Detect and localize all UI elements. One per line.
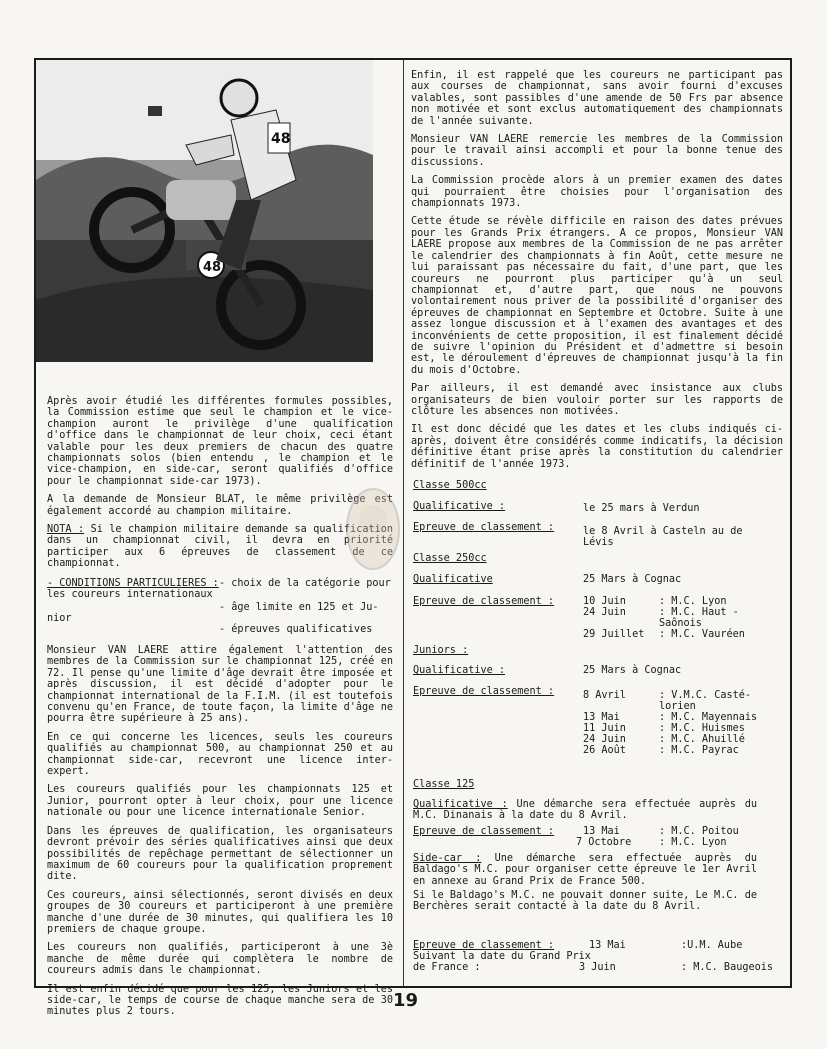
bib-number: 48 [203, 260, 222, 275]
class-500-heading: Classe 500cc [413, 480, 487, 491]
jersey-number: 48 [271, 131, 291, 147]
paragraph: Cette étude se révèle difficile en raison des dates prévues pour les Grands Prix étrangers. A ce propos, Monsieur VAN LAERE propose aux membres de la Commission de ne pas arrêter le calendrier des championnats à fin Août, cette mesure ne lui paraissant pas nécessaire du fait, d'une part, que les coureurs ne pourront plus participer qu'à un seul championnat et, d'autre part, que nous ne pouvons volontairement nous priver de la possibilité d'organiser des épreuves de championnat en Septembre et Octobre. Suite à une assez longue discussion et à l'examen des avantages et des inconvénients de cette proposition, il est finalement décidé de suivre l'opinion du Président et d'admettre si besoin est, le déroulement d'épreuves de championnat jusqu'à la fin du mois d'Octobre. [411, 216, 783, 376]
epreuve-label: Epreuve de classement : [413, 826, 555, 837]
paragraph: La Commission procède alors à un premier examen des dates qui pourraient être choisies pour l'organisation des championnats 1973. [411, 175, 783, 210]
schedule-club: Saônois [659, 618, 702, 629]
schedule-club: :U.M. Aube [681, 940, 743, 951]
schedule-club: : M.C. Mayennais [659, 712, 758, 723]
paragraph: A la demande de Monsieur BLAT, le même privilège est également accordé au champion militaire. [47, 494, 393, 517]
sidecar-text: Une démarche sera effectuée auprès du Baldago's M.C. pour organiser cette épreuve le 1er Avril en annexe au Grand Prix de France 500. [413, 853, 757, 887]
schedule-date: 13 Mai [583, 826, 620, 837]
qualificative-label: Qualificative : [413, 665, 506, 676]
schedule-club: : M.C. Huismes [659, 723, 745, 734]
stamp-watermark-icon [343, 484, 403, 574]
paragraph: Ces coureurs, ainsi sélectionnés, seront divisés en deux groupes de 30 coureurs et participeront à une première manche d'une durée de 30 minutes, qui qualifiera les 10 premiers de chaque groupe. [47, 889, 393, 935]
schedule-value: le 25 mars à Verdun [583, 503, 700, 514]
class-125-heading: Classe 125 [413, 779, 475, 790]
schedule-club: : M.C. Lyon [659, 837, 727, 848]
motocross-rider-photo [36, 60, 373, 362]
baldago-paragraph: Si le Baldago's M.C. ne pouvait donner suite, Le M.C. de Berchères serait contacté à la date du 8 Avril. [413, 890, 757, 913]
page-number: 19 [393, 990, 419, 1011]
schedule-date: 29 Juillet [583, 629, 645, 640]
schedule-club: : M.C. Payrac [659, 745, 739, 756]
paragraph: Il est enfin décidé que pour les 125, les Juniors et les side-car, le temps de course de chaque manche sera de 30 minutes plus 2 tours. [47, 983, 393, 1018]
schedule-date: 24 Juin [583, 734, 626, 745]
conditions-label: - CONDITIONS PARTICULIERES : [47, 578, 219, 589]
column-divider [403, 60, 404, 986]
schedule-value: Lévis [583, 537, 614, 548]
schedule-block [413, 0, 785, 1000]
schedule-club: : V.M.C. Casté- [659, 690, 752, 701]
condition-line: - âge limite en 125 et Ju- [219, 602, 379, 613]
condition-line: - épreuves qualificatives [219, 624, 373, 635]
schedule-club: : M.C. Lyon [659, 596, 727, 607]
paragraph: Il est donc décidé que les dates et les clubs indiqués ci-après, doivent être considérés comme indicatifs, la décision définitive étant prise après la constitution du calendrier définitif de l'année 1973. [411, 424, 783, 470]
paragraph: Les coureurs non qualifiés, participeront à une 3è manche de même durée qui complètera le nombre de coureurs admis dans le championnat. [47, 942, 393, 977]
paragraph: Enfin, il est rappelé que les coureurs ne participant pas aux courses de championnat, sans avoir fourni d'excuses valables, sont passibles d'une amende de 50 Frs par absence non motivée et sont exclus automatiquement des championnats de l'année suivante. [411, 70, 783, 127]
schedule-club: : M.C. Vauréen [659, 629, 745, 640]
paragraph: Monsieur VAN LAERE remercie les membres de la Commission pour le travail ainsi accompli et pour la bonne tenue des discussions. [411, 134, 783, 168]
qualificative-label: Qualificative [413, 574, 493, 585]
epreuve-label: Epreuve de classement : [413, 940, 555, 951]
paragraph: En ce qui concerne les licences, seuls les coureurs qualifiés au championnat 500, au championnat 250 et au championnat side-car, recevront une licence inter-expert. [47, 731, 393, 778]
schedule-value: le 8 Avril à Casteln au de [583, 526, 743, 537]
nota-paragraph [47, 524, 393, 570]
epreuve-label: Epreuve de classement : [413, 686, 555, 697]
qualificative-label: Qualificative : [413, 501, 506, 512]
schedule-date: 11 Juin [583, 723, 626, 734]
schedule-club: : M.C. Haut - [659, 607, 739, 618]
schedule-value: 25 Mars à Cognac [583, 665, 682, 676]
class-125-qualif [413, 799, 757, 822]
juniors-heading: Juniors : [413, 645, 469, 656]
epreuve-label: Epreuve de classement : [413, 522, 555, 533]
schedule-date: 24 Juin [583, 607, 626, 618]
paragraph: Après avoir étudié les différentes formules possibles, la Commission estime que seul le champion et le vice-champion auront le privilège d'une qualification d'office dans le championnat de leur choix, ceci étant valable pour les deux premiers de chacun des quatre championnats solos (bien entendu , le champion et le vice-champion, en side-car, seront qualifiés d'office pour le championnat side-car 1973). [47, 396, 393, 487]
condition-line: les coureurs internationaux [47, 589, 213, 600]
schedule-date: 3 Juin [579, 962, 616, 973]
class-250-heading: Classe 250cc [413, 553, 487, 564]
epreuve-label: Epreuve de classement : [413, 596, 555, 607]
schedule-club: lorien [659, 701, 696, 712]
left-column-lower [47, 645, 393, 1025]
schedule-club: : M.C. Poitou [659, 826, 739, 837]
nota-label: NOTA : [47, 524, 85, 536]
qualificative-label: Qualificative : [413, 799, 508, 810]
paragraph: Monsieur VAN LAERE attire également l'attention des membres de la Commission sur le championnat 125, créé en 72. Il pense qu'une limite d'âge devrait être imposée et après discussion, il est décidé d'adopter pour le championnat international de la F.I.M. (il est toutefois convenu qu'en France, de toute façon, la limite d'âge ne pourra être supérieure à 25 ans). [47, 645, 393, 725]
schedule-club: : M.C. Baugeois [681, 962, 774, 973]
schedule-date: 10 Juin [583, 596, 626, 607]
schedule-note: de France : [413, 962, 481, 973]
schedule-club: : M.C. Ahuillé [659, 734, 745, 745]
schedule-date: 7 Octobre [576, 837, 632, 848]
sidecar-paragraph [413, 853, 757, 887]
schedule-note: Suivant la date du Grand Prix [413, 951, 591, 962]
schedule-value: 25 Mars à Cognac [583, 574, 682, 585]
condition-line: - choix de la catégorie pour [219, 578, 391, 589]
paragraph: Par ailleurs, il est demandé avec insistance aux clubs organisateurs de bien vouloir porter sur les rapports de clôture les absences non motivées. [411, 383, 783, 417]
condition-line: nior [47, 613, 72, 624]
paragraph: Dans les épreuves de qualification, les organisateurs devront prévoir des séries qualificatives ainsi que deux possibilités de repêchage permettant de sélectionner un maximum de 60 coureurs pour la qualification proprement dite. [47, 825, 393, 883]
schedule-date: 8 Avril [583, 690, 626, 701]
schedule-date: 26 Août [583, 745, 626, 756]
schedule-date: 13 Mai [589, 940, 626, 951]
qualif-text: Une démarche sera effectuée auprès du M.C. Dinanais à la date du 8 Avril. [413, 799, 757, 822]
schedule-date: 13 Mai [583, 712, 620, 723]
paragraph: Les coureurs qualifiés pour les championnats 125 et Junior, pourront opter à leur choix, pour une licence nationale ou pour une licence internationale Senior. [47, 784, 393, 819]
left-column [47, 396, 393, 577]
sidecar-label: Side-car : [413, 853, 482, 864]
nota-text: Si le champion militaire demande sa qualification dans un championnat civil, il devra en priorité participer aux 6 épreuves de classement de ce championnat. [47, 524, 393, 570]
